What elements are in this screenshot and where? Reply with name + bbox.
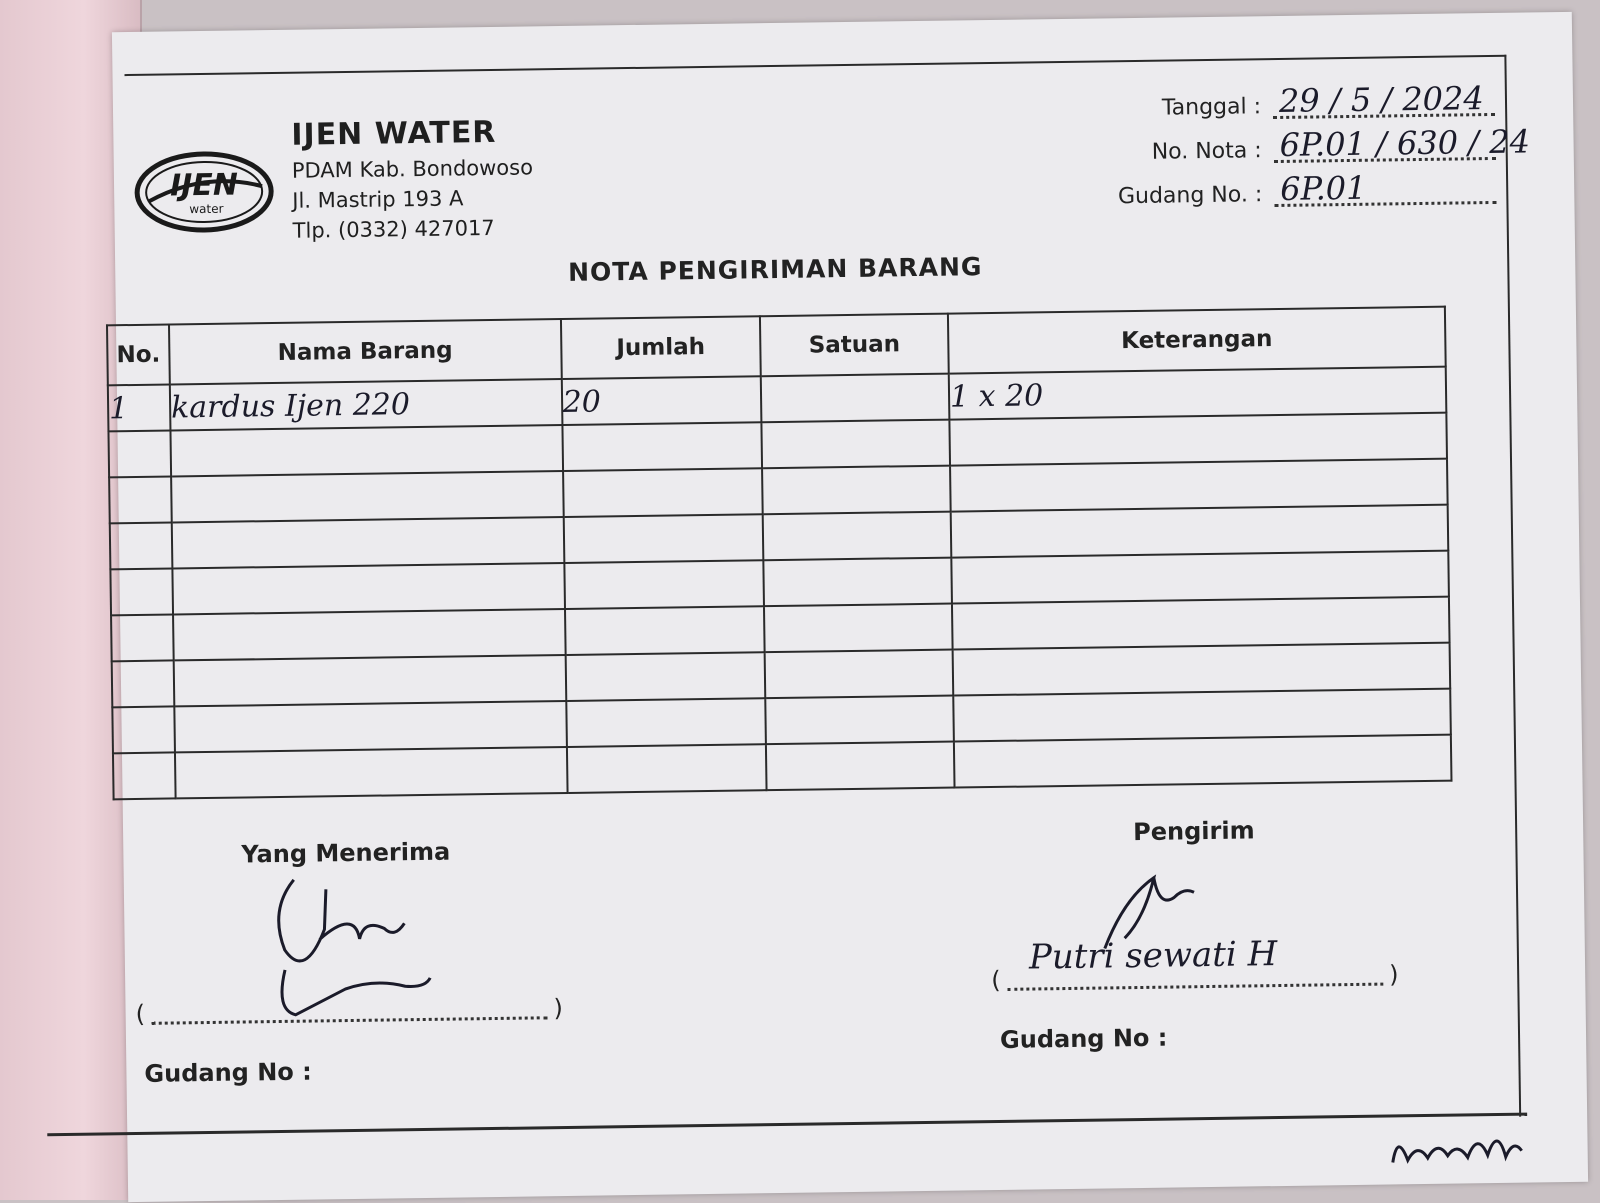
gudang-row [974,168,1495,222]
cell-nama-barang [172,563,564,614]
note-meta [973,79,1531,222]
cell-jumlah [563,514,763,563]
cell-satuan [766,742,954,791]
delivery-note-sheet [108,12,1588,1202]
cell-satuan [762,420,950,469]
receiver-close-paren: ) [553,994,564,1023]
header-keterangan: Keterangan [948,307,1446,374]
cell-keterangan [951,551,1449,604]
sender-open-paren: ( [991,965,1001,995]
sender-gudang-label: Gudang No : [999,1023,1168,1054]
date-value: 29 / 5 / 2024 [1278,79,1484,120]
header-satuan: Satuan [760,314,949,377]
sender-signature-block [983,814,1407,1080]
cell-keterangan [949,413,1447,466]
cell-nama-barang: kardus Ijen 220 [170,379,562,430]
nota-value: 6P.01 / 630 / 24 [1279,122,1531,164]
gudang-label: Gudang No. : [1117,182,1263,210]
cell-satuan [765,696,953,745]
header-nama-barang: Nama Barang [169,319,561,384]
logo-subtext: water [189,201,224,217]
sender-dotted-line [1007,983,1383,991]
receiver-title: Yang Menerima [241,837,451,869]
sender-name: Putri sewati H [1028,934,1278,978]
company-org: PDAM Kab. Bondowoso [291,155,534,183]
cell-satuan [765,650,953,699]
cell-nama-barang [173,609,565,660]
cell-no: 1 [108,384,171,431]
logo-text: IJEN [169,167,239,204]
document-title: NOTA PENGIRIMAN BARANG [567,252,983,287]
cell-no [110,522,173,569]
cell-jumlah [566,744,766,793]
company-address: Jl. Mastrip 193 A [292,186,464,213]
cell-nama-barang [175,747,567,798]
gudang-value: 6P.01 [1279,168,1367,208]
sender-close-paren: ) [1388,960,1399,989]
cell-satuan [761,374,949,423]
cell-jumlah [566,698,766,747]
items-table [106,306,1453,801]
cell-satuan [764,604,952,653]
cell-satuan [763,512,951,561]
cell-jumlah [563,468,763,517]
cell-keterangan [953,643,1451,696]
cell-keterangan [953,689,1451,742]
cell-no [112,660,175,707]
nota-row [973,122,1531,178]
cell-jumlah [562,422,762,471]
cell-jumlah [565,606,765,655]
cell-no [111,614,174,661]
company-phone: Tlp. (0332) 427017 [292,215,495,243]
cell-keterangan [950,459,1448,512]
cell-satuan [764,558,952,607]
cell-nama-barang [172,517,564,568]
receiver-gudang-label: Gudang No : [144,1057,312,1088]
nota-label: No. Nota : [1151,138,1262,165]
cell-no [113,752,176,799]
receiver-signature-block [123,824,687,1092]
cell-jumlah: 20 [561,376,761,425]
cell-keterangan [952,597,1450,650]
cell-nama-barang [170,425,562,476]
company-name: IJEN WATER [291,114,497,153]
cell-jumlah [565,652,765,701]
receiver-signature-icon [264,868,436,1020]
cell-no [112,706,175,753]
date-label: Tanggal : [1161,94,1262,121]
cell-keterangan [954,735,1452,788]
cell-no [108,430,171,477]
company-info [291,114,534,242]
sender-title: Pengirim [1132,816,1255,847]
cell-no [110,568,173,615]
cell-nama-barang [174,701,566,752]
header-no: No. [107,324,170,385]
footer-handwritten-signature-icon [1387,1121,1528,1173]
receiver-open-paren: ( [135,999,146,1029]
cell-no [109,476,172,523]
cell-jumlah [564,560,764,609]
ijen-water-logo-icon [134,150,275,234]
cell-satuan [762,466,950,515]
cell-keterangan [951,505,1449,558]
cell-nama-barang [171,471,563,522]
header-jumlah: Jumlah [560,316,761,379]
cell-keterangan: 1 x 20 [949,367,1447,420]
cell-nama-barang [174,655,566,706]
